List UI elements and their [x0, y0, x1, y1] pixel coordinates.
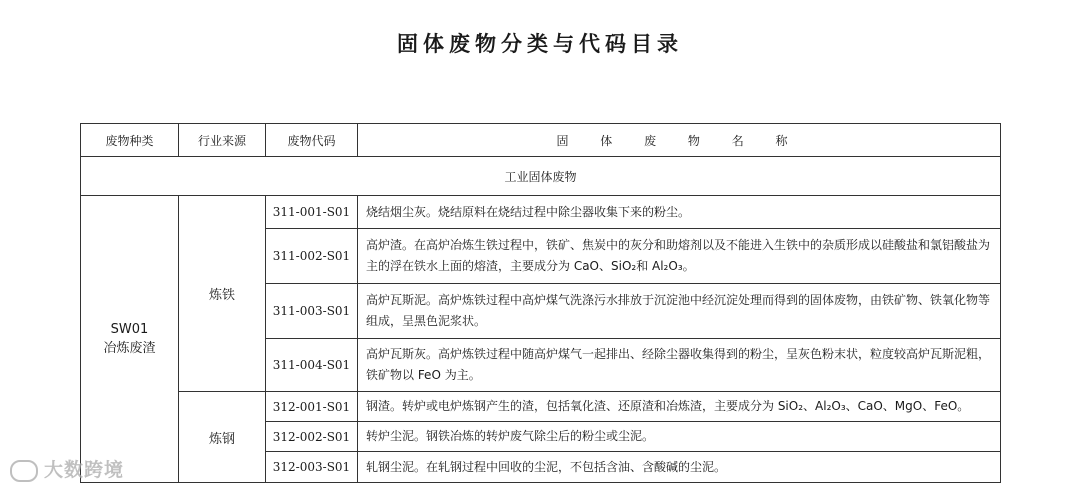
header-name: 固 体 废 物 名 称 — [358, 124, 1001, 157]
industry-steelmaking: 炼钢 — [179, 392, 266, 483]
waste-catalog-table — [80, 123, 1001, 483]
header-code: 废物代码 — [266, 124, 358, 157]
section-title: 工业固体废物 — [81, 157, 1001, 196]
page-title: 固体废物分类与代码目录 — [397, 32, 683, 56]
watermark — [10, 455, 124, 482]
category-cell — [81, 196, 179, 483]
header-row — [81, 124, 1001, 157]
waste-description: 高炉瓦斯灰。高炉炼铁过程中随高炉煤气一起排出、经除尘器收集得到的粉尘，呈灰色粉末状，粒度较高炉瓦斯泥粗，铁矿物以 FeO 为主。 — [358, 339, 1001, 392]
table-row — [81, 392, 1001, 422]
waste-description: 烧结烟尘灰。烧结原料在烧结过程中除尘器收集下来的粉尘。 — [358, 196, 1001, 229]
waste-description: 高炉渣。在高炉冶炼生铁过程中，铁矿、焦炭中的灰分和助熔剂以及不能进入生铁中的杂质形成以硅酸盐和氯铝酸盐为主的浮在铁水上面的熔渣，主要成分为 CaO、SiO₂和 Al₂O₃。 — [358, 229, 1001, 284]
waste-code: 312-002-S01 — [266, 422, 358, 452]
header-category: 废物种类 — [81, 124, 179, 157]
waste-description: 高炉瓦斯泥。高炉炼铁过程中高炉煤气洗涤污水排放于沉淀池中经沉淀处理而得到的固体废物，由铁矿物、铁氧化物等组成，呈黑色泥浆状。 — [358, 284, 1001, 339]
waste-description: 转炉尘泥。钢铁冶炼的转炉废气除尘后的粉尘或尘泥。 — [358, 422, 1001, 452]
category-name: 冶炼废渣 — [103, 341, 156, 356]
industry-ironmaking: 炼铁 — [179, 196, 266, 392]
waste-code: 312-001-S01 — [266, 392, 358, 422]
watermark-text: 大数跨境 — [44, 459, 125, 481]
table-row — [81, 196, 1001, 229]
waste-description: 轧钢尘泥。在轧钢过程中回收的尘泥，不包括含油、含酸碱的尘泥。 — [358, 452, 1001, 483]
waste-code: 311-001-S01 — [266, 196, 358, 229]
waste-code: 312-003-S01 — [266, 452, 358, 483]
header-industry: 行业来源 — [179, 124, 266, 157]
section-row — [81, 157, 1001, 196]
chat-bubble-icon — [10, 460, 38, 482]
category-code: SW01 — [110, 322, 149, 337]
waste-code: 311-004-S01 — [266, 339, 358, 392]
waste-code: 311-002-S01 — [266, 229, 358, 284]
waste-code: 311-003-S01 — [266, 284, 358, 339]
waste-description: 钢渣。转炉或电炉炼钢产生的渣，包括氧化渣、还原渣和冶炼渣，主要成分为 SiO₂、Al₂O₃、CaO、MgO、FeO。 — [358, 392, 1001, 422]
